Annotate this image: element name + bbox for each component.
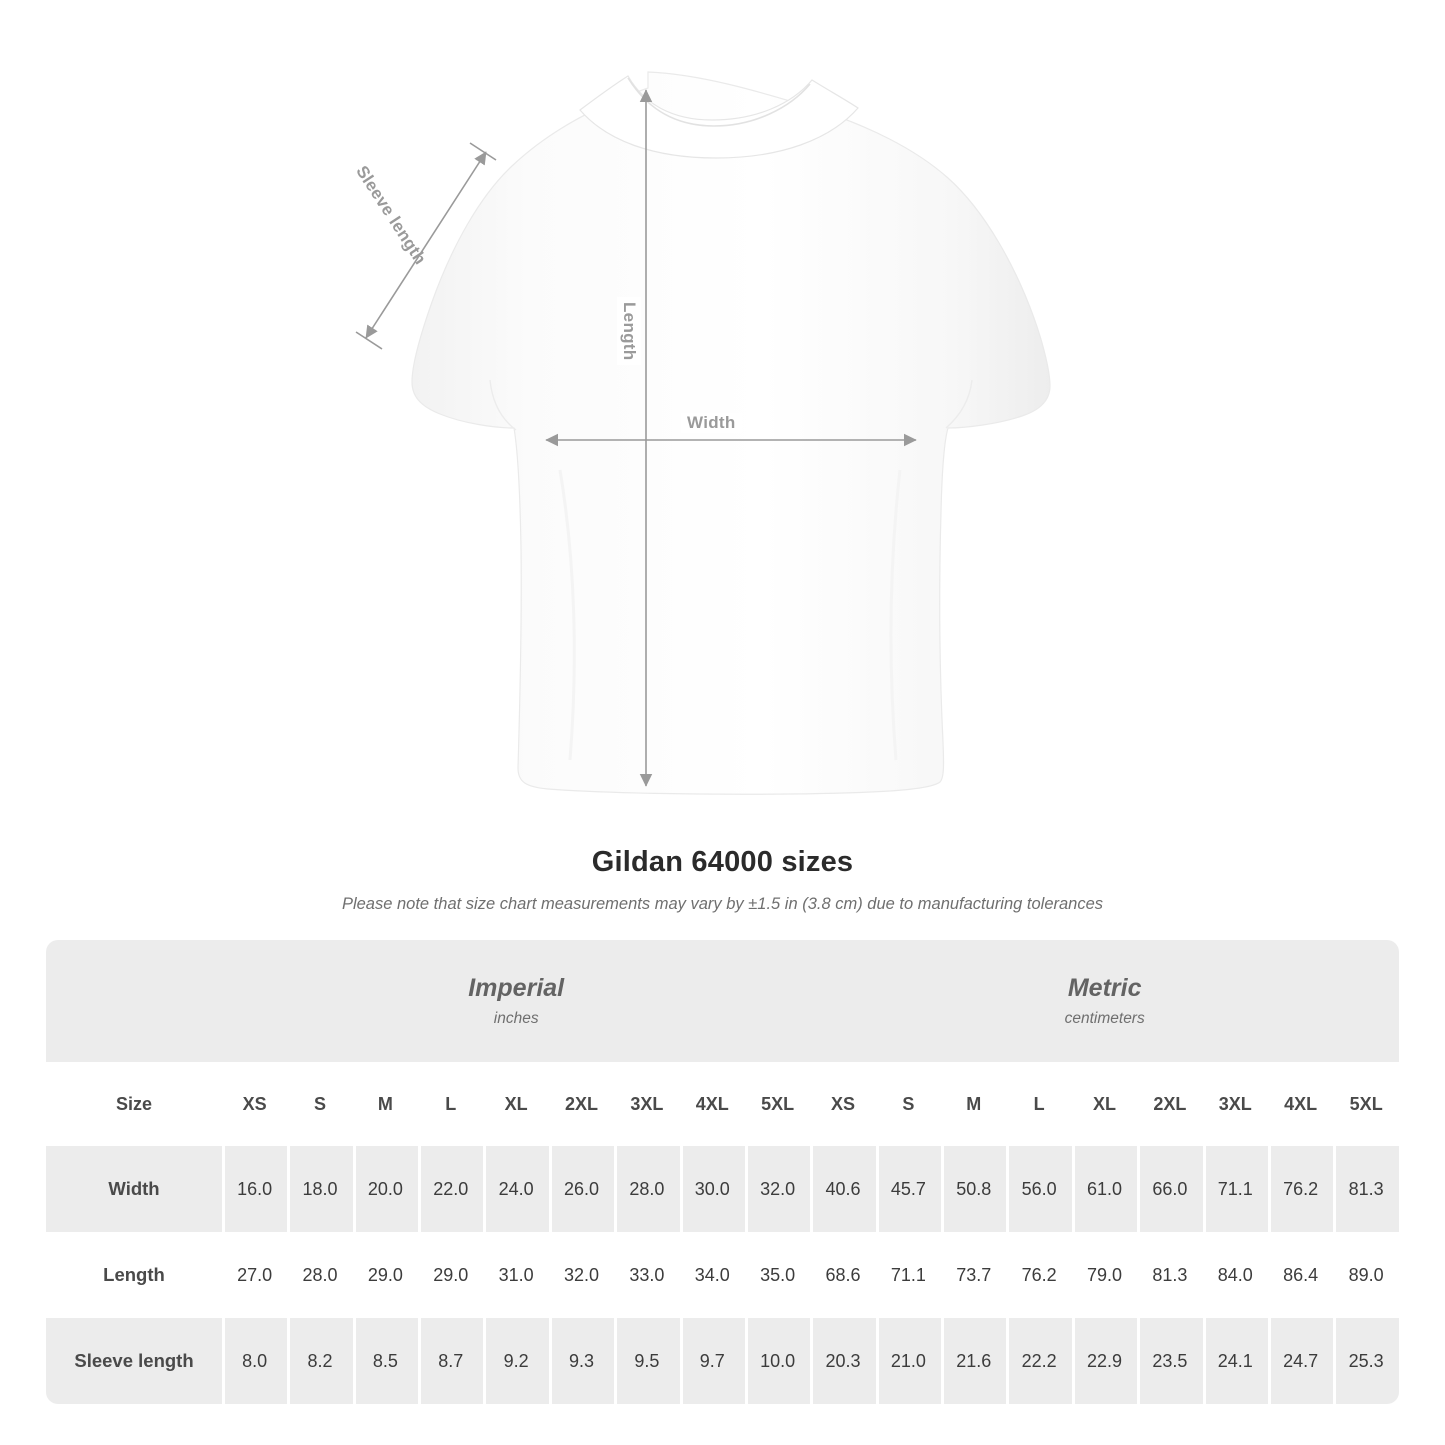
width-metric-4xl: 76.2	[1268, 1146, 1333, 1232]
length-metric-5xl: 89.0	[1333, 1232, 1399, 1318]
width-metric-3xl: 71.1	[1203, 1146, 1268, 1232]
header-size-imperial-s: S	[287, 1062, 352, 1146]
table-row-sleeve-length	[46, 1318, 1399, 1404]
header-size-metric-xs: XS	[810, 1062, 875, 1146]
sleeve-imperial-xl: 9.2	[483, 1318, 548, 1404]
unit-metric-name: Metric	[1067, 974, 1142, 1002]
sleeve-imperial-l: 8.7	[418, 1318, 483, 1404]
sleeve-metric-2xl: 23.5	[1137, 1318, 1202, 1404]
sleeve-metric-xl: 22.9	[1072, 1318, 1137, 1404]
sleeve-length-dimension-label: Sleeve length	[352, 162, 430, 268]
sleeve-metric-xs: 20.3	[810, 1318, 875, 1404]
length-metric-m: 73.7	[941, 1232, 1006, 1318]
width-metric-xl: 61.0	[1072, 1146, 1137, 1232]
row-label-width: Width	[46, 1146, 222, 1232]
length-metric-4xl: 86.4	[1268, 1232, 1333, 1318]
length-imperial-3xl: 33.0	[614, 1232, 679, 1318]
length-imperial-l: 29.0	[418, 1232, 483, 1318]
header-size-metric-xl: XL	[1072, 1062, 1137, 1146]
header-size-imperial-5xl: 5XL	[745, 1062, 810, 1146]
size-table	[46, 940, 1399, 1404]
width-imperial-s: 18.0	[287, 1146, 352, 1232]
header-size-metric-5xl: 5XL	[1333, 1062, 1399, 1146]
header-size-imperial-4xl: 4XL	[680, 1062, 745, 1146]
unit-metric-sub: centimeters	[1064, 1010, 1145, 1027]
sleeve-metric-3xl: 24.1	[1203, 1318, 1268, 1404]
page-title: Gildan 64000 sizes	[591, 846, 854, 878]
width-metric-xs: 40.6	[810, 1146, 875, 1232]
length-imperial-2xl: 32.0	[549, 1232, 614, 1318]
tolerance-note: Please note that size chart measurements may vary by ±1.5 in (3.8 cm) due to manufacturing tolerances	[341, 895, 1104, 913]
length-metric-xl: 79.0	[1072, 1232, 1137, 1318]
length-metric-3xl: 84.0	[1203, 1232, 1268, 1318]
header-size: Size	[46, 1062, 222, 1146]
width-imperial-l: 22.0	[418, 1146, 483, 1232]
sleeve-imperial-4xl: 9.7	[680, 1318, 745, 1404]
width-metric-s: 45.7	[876, 1146, 941, 1232]
length-metric-l: 76.2	[1006, 1232, 1071, 1318]
sleeve-metric-4xl: 24.7	[1268, 1318, 1333, 1404]
sleeve-imperial-5xl: 10.0	[745, 1318, 810, 1404]
width-imperial-xs: 16.0	[222, 1146, 287, 1232]
header-size-imperial-xs: XS	[222, 1062, 287, 1146]
length-imperial-xl: 31.0	[483, 1232, 548, 1318]
sleeve-metric-l: 22.2	[1006, 1318, 1071, 1404]
sleeve-metric-m: 21.6	[941, 1318, 1006, 1404]
length-imperial-4xl: 34.0	[680, 1232, 745, 1318]
width-metric-2xl: 66.0	[1137, 1146, 1202, 1232]
header-size-imperial-l: L	[418, 1062, 483, 1146]
length-imperial-s: 28.0	[287, 1232, 352, 1318]
width-imperial-4xl: 30.0	[680, 1146, 745, 1232]
header-size-metric-2xl: 2XL	[1137, 1062, 1202, 1146]
width-imperial-xl: 24.0	[483, 1146, 548, 1232]
header-size-metric-3xl: 3XL	[1203, 1062, 1268, 1146]
width-metric-l: 56.0	[1006, 1146, 1071, 1232]
width-imperial-2xl: 26.0	[549, 1146, 614, 1232]
table-row-width	[46, 1146, 1399, 1232]
length-metric-s: 71.1	[876, 1232, 941, 1318]
sleeve-imperial-m: 8.5	[353, 1318, 418, 1404]
unit-header-corner	[46, 940, 222, 1062]
width-metric-5xl: 81.3	[1333, 1146, 1399, 1232]
header-size-metric-l: L	[1006, 1062, 1071, 1146]
sleeve-imperial-xs: 8.0	[222, 1318, 287, 1404]
row-label-sleeve-length: Sleeve length	[46, 1318, 222, 1404]
header-size-imperial-m: M	[353, 1062, 418, 1146]
width-imperial-5xl: 32.0	[745, 1146, 810, 1232]
sleeve-metric-s: 21.0	[876, 1318, 941, 1404]
unit-group-metric	[810, 940, 1399, 1062]
sleeve-imperial-s: 8.2	[287, 1318, 352, 1404]
header-size-imperial-xl: XL	[483, 1062, 548, 1146]
unit-imperial-name: Imperial	[468, 974, 565, 1002]
width-dimension-label: Width	[681, 413, 742, 433]
width-imperial-m: 20.0	[353, 1146, 418, 1232]
size-table-wrapper	[46, 940, 1399, 1404]
length-imperial-xs: 27.0	[222, 1232, 287, 1318]
length-imperial-5xl: 35.0	[745, 1232, 810, 1318]
sleeve-imperial-3xl: 9.5	[614, 1318, 679, 1404]
row-label-length: Length	[46, 1232, 222, 1318]
length-imperial-m: 29.0	[353, 1232, 418, 1318]
header-size-metric-s: S	[876, 1062, 941, 1146]
header-size-imperial-3xl: 3XL	[614, 1062, 679, 1146]
unit-group-imperial	[222, 940, 810, 1062]
unit-header-row	[46, 940, 1399, 1062]
header-size-metric-4xl: 4XL	[1268, 1062, 1333, 1146]
width-imperial-3xl: 28.0	[614, 1146, 679, 1232]
sleeve-metric-5xl: 25.3	[1333, 1318, 1399, 1404]
title-block	[0, 846, 1445, 914]
sleeve-imperial-2xl: 9.3	[549, 1318, 614, 1404]
size-header-row	[46, 1062, 1399, 1146]
unit-imperial-sub: inches	[493, 1010, 539, 1027]
length-metric-2xl: 81.3	[1137, 1232, 1202, 1318]
length-dimension-label: Length	[617, 297, 641, 365]
header-size-imperial-2xl: 2XL	[549, 1062, 614, 1146]
width-metric-m: 50.8	[941, 1146, 1006, 1232]
table-row-length	[46, 1232, 1399, 1318]
length-metric-xs: 68.6	[810, 1232, 875, 1318]
header-size-metric-m: M	[941, 1062, 1006, 1146]
